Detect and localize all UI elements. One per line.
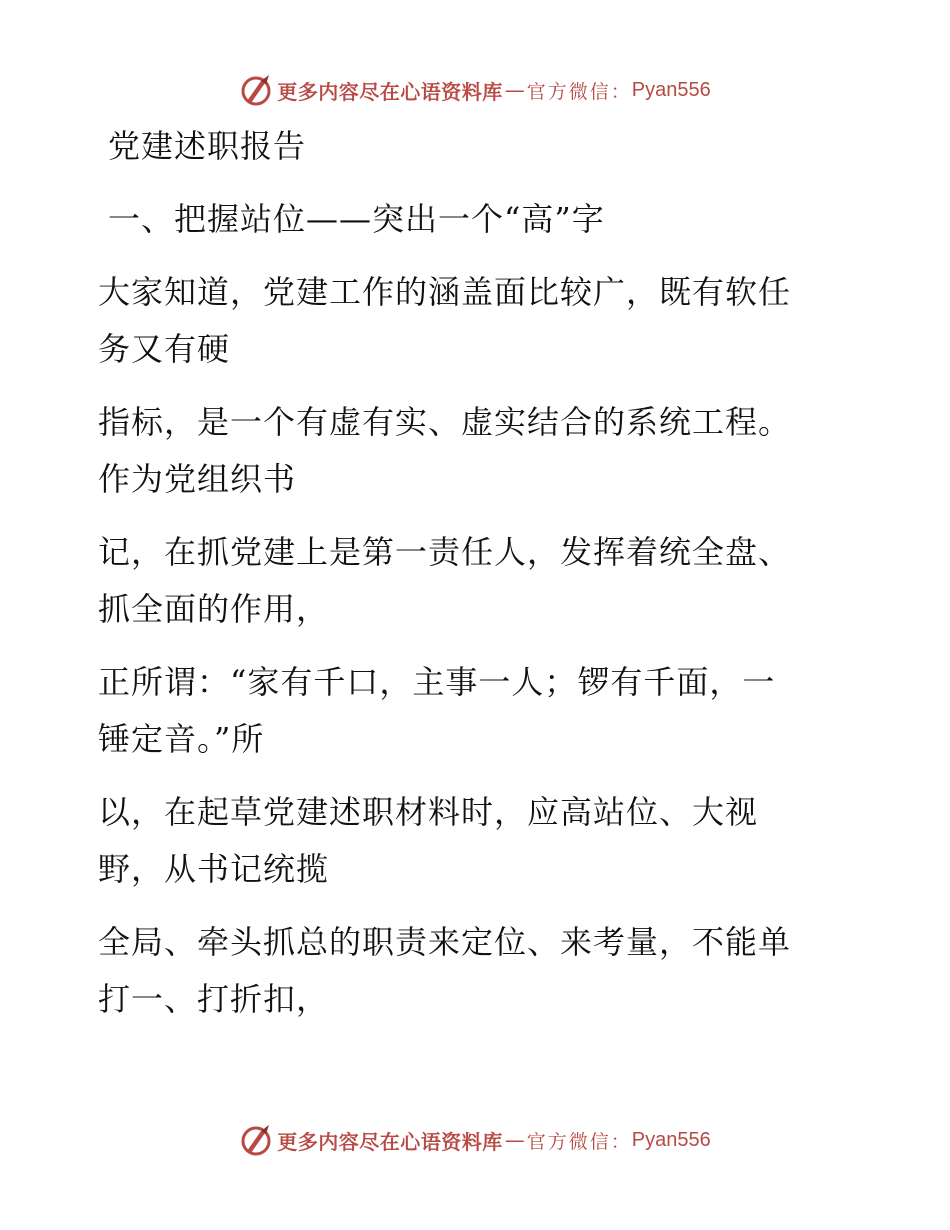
watermark-main-text: 更多内容尽在心语资料库 (277, 1129, 503, 1154)
watermark-handle: Pyan556 (631, 78, 711, 101)
section-heading: 一、把握站位——突出一个“高”字 (108, 200, 605, 238)
footer-watermark (0, 1120, 950, 1160)
quill-pen-circle-icon (239, 73, 273, 107)
paragraph-line: 打一、打折扣， (98, 980, 330, 1018)
paragraph-line: 务又有硬 (98, 330, 231, 368)
watermark-wechat-label: 官方微信： (526, 1130, 632, 1153)
paragraph-line: 记，在抓党建上是第一责任人，发挥着统全盘、 (98, 533, 792, 571)
watermark-separator: — (504, 1128, 525, 1152)
quill-pen-circle-icon (239, 1123, 273, 1157)
document-title: 党建述职报告 (108, 127, 307, 165)
document-body (98, 118, 838, 1028)
paragraph-line: 锤定音。”所 (98, 720, 265, 758)
paragraph-line: 正所谓：“家有千口，主事一人；锣有千面，一 (98, 663, 776, 701)
paragraph-line: 野，从书记统揽 (98, 850, 330, 888)
paragraph-line: 以，在起草党建述职材料时，应高站位、大视 (98, 793, 759, 831)
paragraph-line: 指标，是一个有虚有实、虚实结合的系统工程。 (98, 403, 792, 441)
watermark-handle: Pyan556 (631, 1128, 711, 1151)
paragraph-line: 作为党组织书 (98, 460, 297, 498)
watermark-separator: — (504, 78, 525, 102)
watermark-main-text: 更多内容尽在心语资料库 (277, 79, 503, 104)
paragraph-line: 全局、牵头抓总的职责来定位、来考量，不能单 (98, 923, 792, 961)
paragraph-line: 抓全面的作用， (98, 590, 330, 628)
watermark-wechat-label: 官方微信： (526, 80, 632, 103)
header-watermark (0, 70, 950, 110)
paragraph-line: 大家知道，党建工作的涵盖面比较广，既有软任 (98, 273, 792, 311)
